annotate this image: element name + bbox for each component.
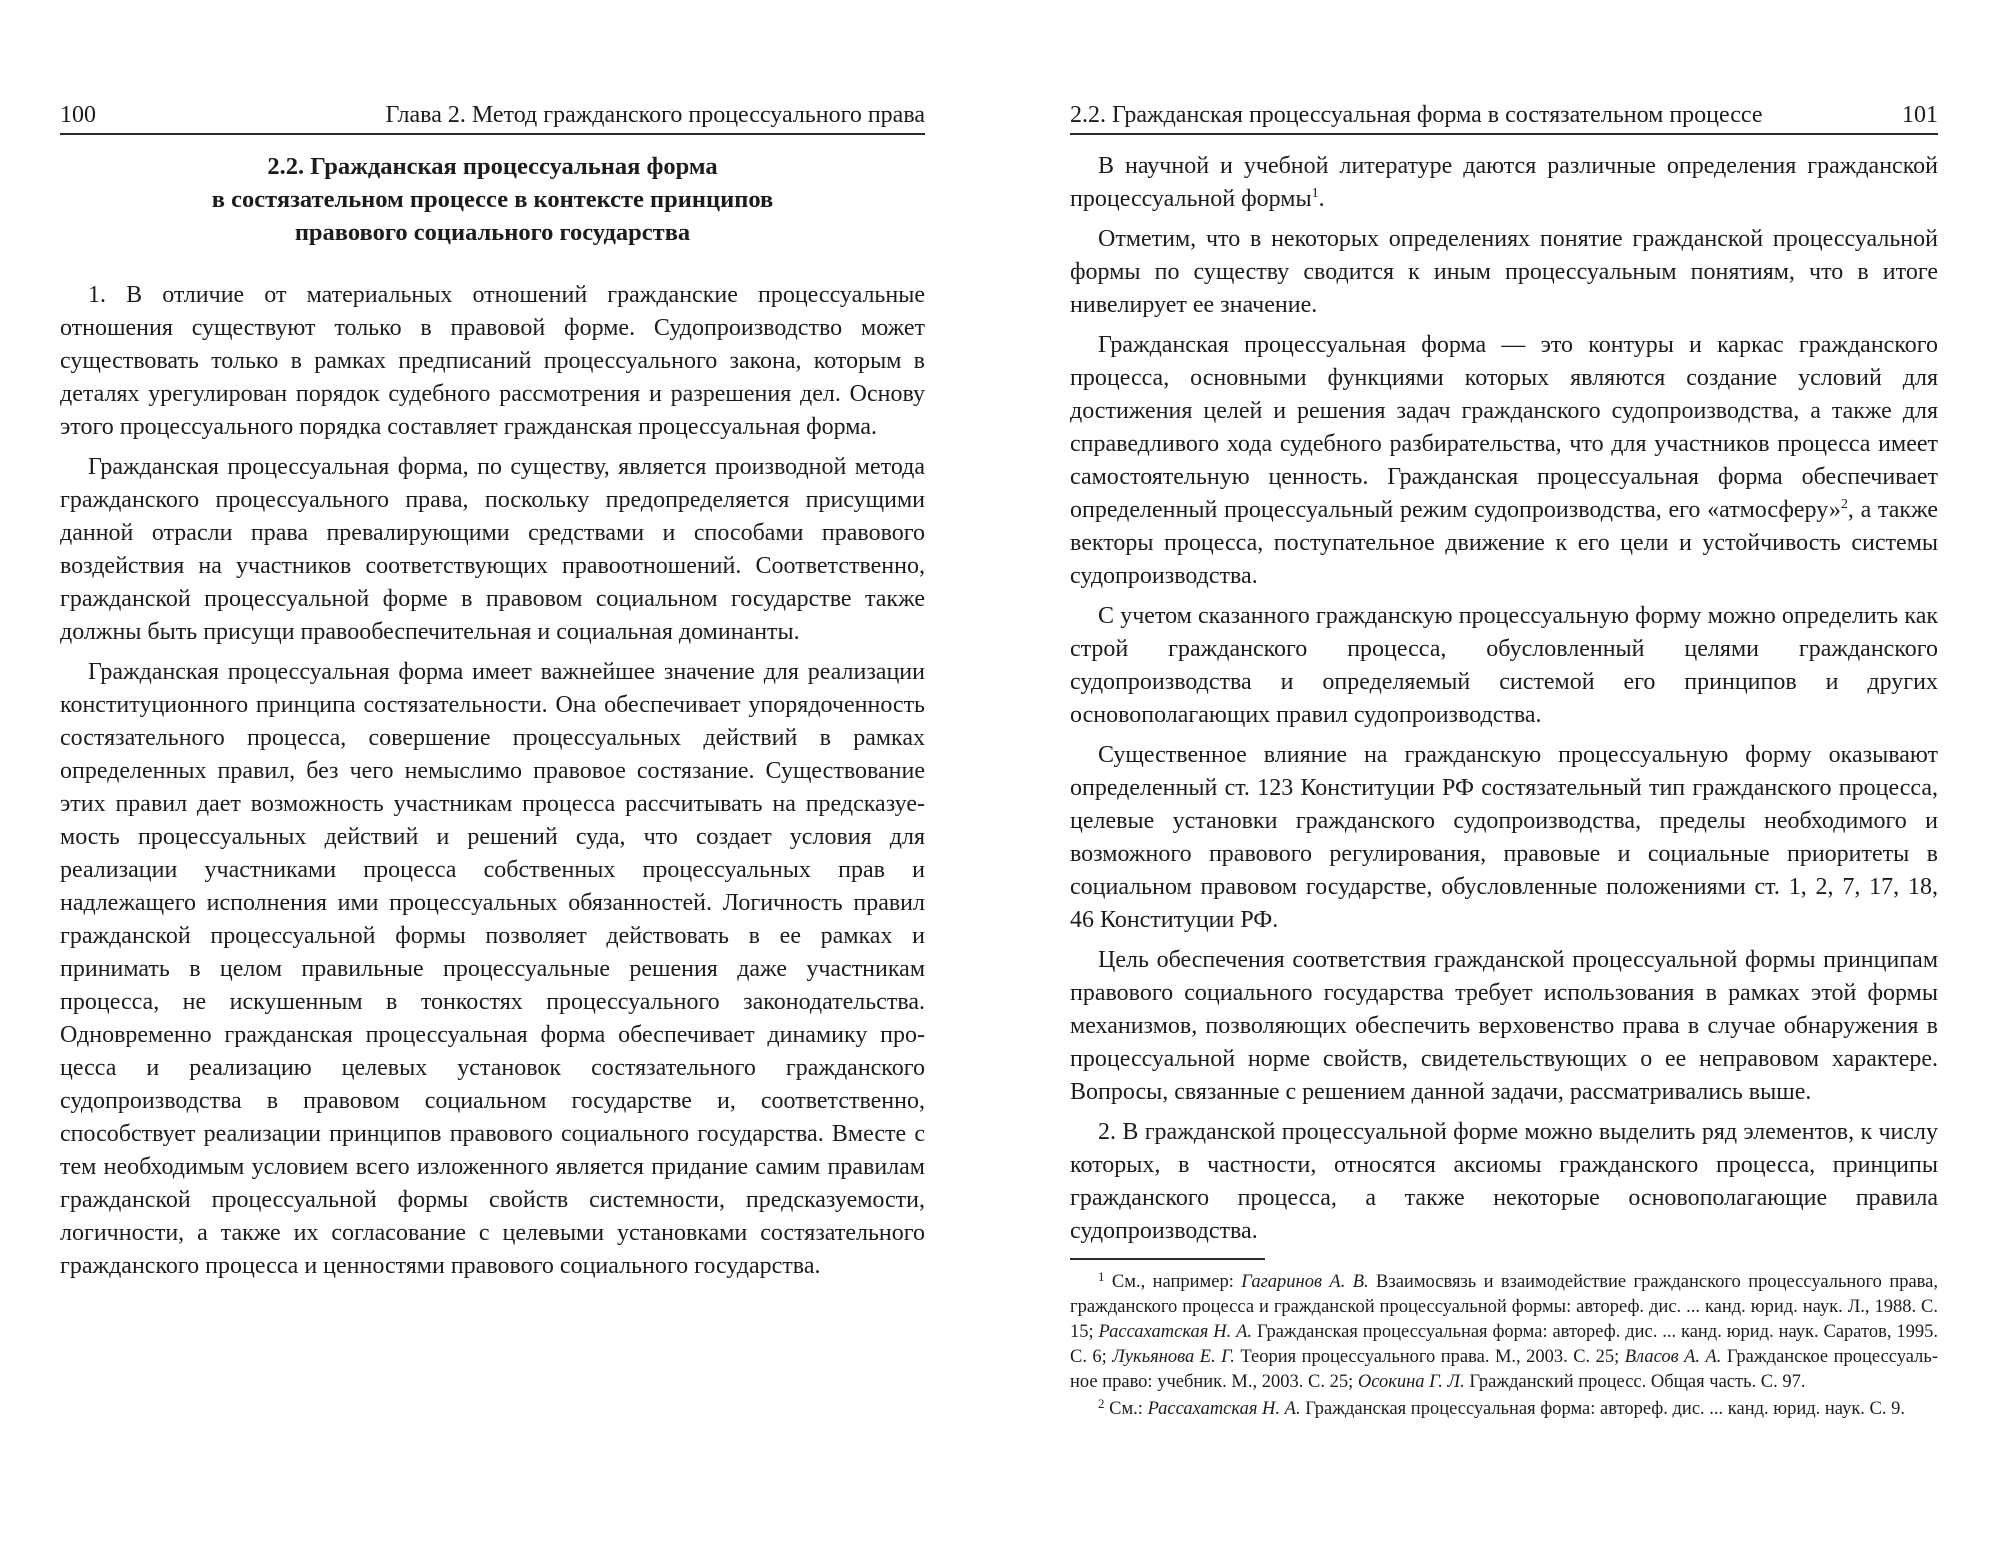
footnote-author: Рассахатская Н. А.	[1098, 1322, 1253, 1342]
footnote-segment: Гражданский процесс. Общая часть. С. 97.	[1464, 1372, 1806, 1392]
right-page-content	[1070, 150, 1938, 1424]
paragraph-text: Отметим, что в некоторых определениях понятие гражданской процессуальной формы по существу сводится к иным процессуальным понятиям, что в итоге нивелирует ее значение.	[1070, 226, 1938, 318]
paragraph	[1070, 600, 1938, 732]
paragraph	[1070, 329, 1938, 593]
paragraph: Гражданская процессуальная форма, по существу, является производной метода гражданского процессуального права, поскольку предопределяется присущими данной отрасли права превалирующими средствами и способами правового воздействия на участников соответствующих правоотношений. Соответственно, гражданской процессуальной форме в правовом социальном государстве также должны быть присущи правообеспечительная и социальная доминанты.	[60, 454, 925, 645]
paragraph-text: Гражданская процессуальная форма — это контуры и каркас гражданского процесса, основными функциями которых являются создание условий для достижения целей и решения задач гражданского судопроизводства, а также для справедливого хода судебного разбирательства, что для участников процесса имеет самостоятельную ценность. Гражданская процессуальная форма обеспечивает определенный процессуальный режим судопроизводства, его «атмосферу»	[1070, 332, 1938, 523]
footnote-segment: См.:	[1109, 1399, 1148, 1419]
footnote-segment: Гражданская процессуальная форма: автореф. дис. ... канд. юрид. наук. С. 9.	[1300, 1399, 1906, 1419]
section-heading-line: 2.2. Гражданская процессуальная форма	[267, 153, 718, 180]
paragraph-tail: , а также векторы процесса, поступательное движение к его цели и устойчивость системы судопроизводства.	[1070, 497, 1938, 589]
footnote-marker: 2	[1098, 1396, 1105, 1411]
right-running-title: 2.2. Гражданская процессуальная форма в состязательном процессе	[1070, 102, 1763, 128]
footnote-segment: Гражданское процессуальное право: учебник. М., 2003. С. 25;	[1070, 1347, 1938, 1392]
footnote-segment: Гражданская процессуальная форма: автореф. дис. ... канд. юрид. наук. Саратов, 1995. С. 6;	[1070, 1322, 1938, 1367]
paragraph	[1070, 739, 1938, 937]
paragraph: Гражданская процессуальная форма имеет важнейшее значение для реализации конституционного принципа состязательности. Она обеспечивает упорядоченность состязательного процесса, совершение процессуальных действий в рамках определенных правил, без чего немыслимо правовое состязание. Существование этих правил дает возможность участникам процесса рассчитывать на предсказуемость процессуальных действий и решений суда, что создает условия для реализации участниками процесса собственных процессуальных прав и надлежащего исполнения ими процессуальных обязанностей. Логичность правил гражданской процессуальной формы позволяет действовать в ее рамках и принимать в целом правильные процессуальные решения даже участникам процесса, не искушенным в тонкостях процессуального законодательства. Одновременно гражданская процессуальная форма обеспечивает динамику процесса и реализацию целевых установок состязательного гражданского судопроизводства в правовом социальном государстве и, соответственно, способствует реализации принципов правового социального государства. Вместе с тем необходимым условием всего изложенного является придание самим правилам гражданской процессуальной формы свойств системности, предсказуемости, логичности, а также их согласование с целевыми установками состязательного гражданского процесса и ценностями правового социального государства.	[60, 659, 925, 1279]
left-page-number: 100	[60, 102, 96, 128]
footnote	[1070, 1270, 1938, 1395]
section-heading-line: правового социального государства	[294, 219, 691, 246]
right-page	[1070, 0, 1938, 1553]
footnote-text	[1070, 1272, 1938, 1392]
footnote	[1070, 1397, 1938, 1422]
paragraph: 1. В отличие от материальных отношений гражданские процессуальные отношения существуют только в правовой форме. Судопроизводство может существовать только в рамках предписаний процессуального закона, которым в деталях урегулирован порядок судебного рассмотрения и разрешения дел. Основу этого процессуального порядка составляет гражданская процессуальная форма.	[60, 282, 925, 440]
footnote-author: Рассахатская Н. А.	[1147, 1399, 1301, 1419]
right-running-head	[1070, 97, 1938, 135]
footnote-text	[1109, 1399, 1905, 1419]
paragraph	[1070, 223, 1938, 322]
paragraph-text: В научной и учебной литературе даются различные определения гражданской процессуальной формы	[1070, 153, 1938, 212]
paragraph-text: Цель обеспечения соответствия гражданской процессуальной формы принципам правового социального государства требует использования в рамках этой формы механизмов, позволяющих обеспечить верховенство права в случае обнаружения в процессуальной норме свойств, свидетельствующих о ее неправовом характере. Вопросы, связанные с решением данной задачи, рассматривались выше.	[1070, 947, 1938, 1105]
paragraph	[1070, 944, 1938, 1109]
footnote-ref[interactable]: 2	[1840, 497, 1848, 512]
section-heading	[60, 150, 925, 249]
left-page	[60, 0, 925, 1553]
left-running-head	[60, 97, 925, 135]
footnote-ref[interactable]: 1	[1311, 186, 1319, 201]
footnote-author: Гагаринов А. В.	[1241, 1272, 1369, 1292]
paragraph-text: 2. В гражданской процессуальной форме можно выделить ряд элементов, к числу которых, в частности, относятся аксиомы гражданского процесса, принципы гражданского процесса, а также некоторые основополагающие правила судопроизводства.	[1070, 1119, 1938, 1244]
footnote-segment: См., например:	[1111, 1272, 1242, 1292]
paragraph-tail: .	[1318, 186, 1325, 212]
left-running-title: Глава 2. Метод гражданского процессуального права	[385, 102, 925, 128]
paragraph-text: Существенное влияние на гражданскую процессуальную форму оказывают определенный ст. 123 Конституции РФ состязательный тип гражданского процесса, целевые установки гражданского судопроизводства, пределы необходимого и возможного правового регулирования, правовые и социальные приоритеты в социальном правовом государстве, обусловленные положениями ст. 1, 2, 7, 17, 18, 46 Конституции РФ.	[1070, 742, 1938, 933]
footnote-segment: Теория процессуального права. М., 2003. С. 25;	[1234, 1347, 1625, 1367]
footnote-author: Власов А. А.	[1624, 1347, 1722, 1367]
footnote-author: Лукьянова Е. Г.	[1112, 1347, 1235, 1367]
section-heading-line: в состязательном процессе в контексте принципов	[211, 186, 774, 213]
footnote-divider	[1070, 1258, 1265, 1260]
footnote-segment: Взаимосвязь и взаимодействие гражданского процессуального права, гражданского процесса и гражданской процессуальной формы: автореф. дис. ... канд. юрид. наук. Л., 1988. С. 15;	[1070, 1272, 1939, 1342]
left-page-content	[60, 150, 925, 1290]
paragraph	[1070, 1116, 1938, 1248]
right-page-number: 101	[1902, 102, 1938, 128]
paragraph	[1070, 150, 1938, 216]
paragraph-text: С учетом сказанного гражданскую процессуальную форму можно определить как строй гражданского процесса, обусловленный целями гражданского судопроизводства и определяемый системой его принципов и других основополагающих правил судопроизводства.	[1070, 603, 1938, 728]
footnote-marker: 1	[1098, 1269, 1105, 1284]
footnote-author: Осокина Г. Л.	[1357, 1372, 1465, 1392]
